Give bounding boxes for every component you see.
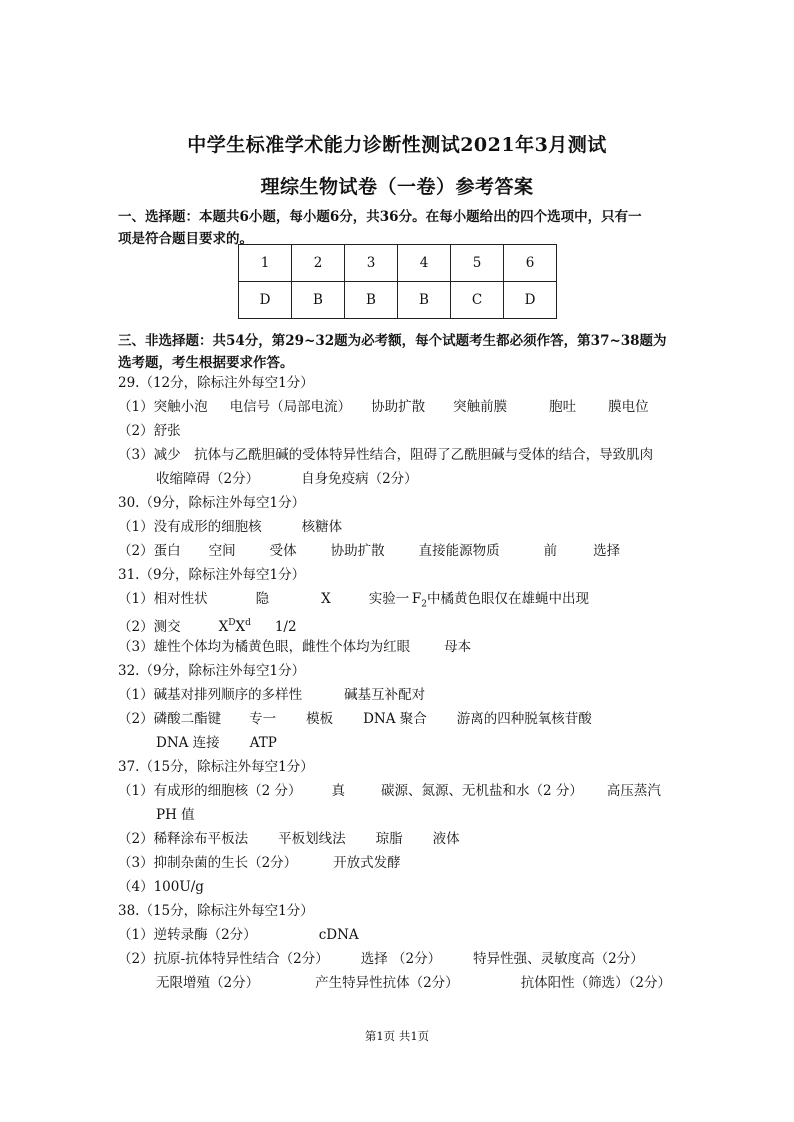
answer-text: 实验一 [368, 591, 410, 607]
answer-text: （1）相对性状 [118, 591, 208, 607]
q29-line3: （3）减少 抗体与乙酰胆碱的受体特异性结合，阻碍了乙酰胆碱与受体的结合，导致肌肉 [118, 447, 654, 463]
page-title: 中学生标准学术能力诊断性测试2021年3月测试 [187, 134, 607, 156]
answer-text: DNA 聚合 [363, 711, 427, 727]
answer-text: 1/2 [274, 618, 297, 635]
answer-text: 胞吐 [549, 399, 577, 415]
answer-text: 突触前膜 [453, 399, 508, 415]
answer-text: 碳源、氮源、无机盐和水（2 分） [380, 783, 583, 799]
table-cell: D [239, 282, 292, 319]
q31-heading: 31.（9分，除标注外每空1分） [118, 567, 306, 583]
q30-line2 [118, 542, 620, 560]
q38-line1 [118, 926, 359, 944]
answer-text: 自身免疫病（2分） [301, 471, 418, 487]
q32-line3 [156, 734, 277, 752]
answer-text: 空间 [208, 543, 236, 559]
table-row-numbers [239, 245, 557, 282]
q30-line1 [118, 518, 342, 536]
q30-heading: 30.（9分，除标注外每空1分） [118, 495, 306, 511]
answer-text: DNA 连接 [156, 735, 220, 751]
superscript-text: d [245, 618, 251, 628]
answer-text: 碱基互补配对 [344, 687, 426, 703]
q37-line4: （4）100U/g [118, 879, 204, 895]
table-cell: 6 [504, 245, 557, 282]
answer-text: 专一 [249, 711, 277, 727]
answer-text: 真 [331, 783, 345, 799]
table-cell: D [504, 282, 557, 319]
answer-text: 隐 [255, 591, 270, 607]
table-cell: 5 [451, 245, 504, 282]
table-row-answers [239, 282, 557, 319]
answer-text: （2）蛋白 [118, 543, 181, 559]
q31-line3 [118, 638, 471, 656]
answer-text: 高压蒸汽 [606, 783, 661, 799]
answer-text: 受体 [269, 543, 297, 559]
q29-heading: 29.（12分，除标注外每空1分） [118, 375, 314, 391]
answer-text: 协助扩散 [330, 543, 385, 559]
answer-text: 核糖体 [301, 519, 343, 535]
page-subtitle: 理综生物试卷（一卷）参考答案 [260, 176, 534, 198]
q29-line2: （2）舒张 [118, 423, 181, 439]
q31-line1 [118, 590, 589, 614]
answer-text: 选择 [593, 543, 621, 559]
answer-text: （3）雄性个体均为橘黄色眼，雌性个体均为红眼 [118, 639, 411, 655]
answer-text: 收缩障碍（2分） [156, 471, 260, 487]
answer-text: （1）碱基对排列顺序的多样性 [118, 687, 303, 703]
table-cell: 1 [239, 245, 292, 282]
answer-text: 液体 [432, 831, 460, 847]
q31-line2 [118, 614, 297, 636]
q37-line3 [118, 854, 401, 872]
q37-heading: 37.（15分，除标注外每空1分） [118, 759, 314, 775]
q38-line3 [156, 974, 671, 992]
answer-text: 选择 （2分） [360, 951, 442, 967]
table-cell: B [292, 282, 345, 319]
answer-text: 母本 [444, 639, 472, 655]
q29-line1 [118, 398, 649, 416]
table-cell: 3 [345, 245, 398, 282]
superscript-text: D [228, 618, 236, 628]
answer-text: （1）逆转录酶（2分） [118, 927, 257, 943]
answer-text: X [235, 618, 246, 635]
answer-text: （2）稀释涂布平板法 [118, 831, 249, 847]
answer-text: （1）有成形的细胞核（2 分） [118, 783, 302, 799]
answer-text: cDNA [318, 927, 359, 943]
answer-text: （3）抑制杂菌的生长（2分） [118, 855, 298, 871]
answer-text: （2）抗原-抗体特异性结合（2分） [118, 951, 329, 967]
answer-text: 琼脂 [375, 831, 403, 847]
table-cell: B [345, 282, 398, 319]
table-cell: 2 [292, 245, 345, 282]
answer-text: 游离的四种脱氧核苷酸 [456, 711, 592, 727]
q37-line2 [118, 830, 460, 848]
answer-text: 模板 [306, 711, 334, 727]
q32-heading: 32.（9分，除标注外每空1分） [118, 663, 306, 679]
answer-text: （1）突触小泡 [118, 399, 208, 415]
answer-text: （2）磷酸二酯键 [118, 711, 222, 727]
answer-table [238, 244, 557, 319]
answer-text: 产生特异性抗体（2分） [315, 975, 459, 991]
answer-text: 协助扩散 [371, 399, 426, 415]
answer-text: 开放式发酵 [333, 855, 401, 871]
answer-text: 特异性强、灵敏度高（2分） [473, 951, 644, 967]
answer-text: 膜电位 [608, 399, 649, 415]
answer-text: 前 [543, 543, 558, 559]
answer-text: X [321, 591, 331, 607]
q29-line4 [156, 470, 418, 488]
answer-text: 无限增殖（2分） [156, 975, 260, 991]
section1-heading: 一、选择题：本题共6小题，每小题6分，共36分。在每小题给出的四个选项中，只有一 项是符合题目要求的。 [118, 209, 642, 247]
answer-text: （1）没有成形的细胞核 [118, 519, 262, 535]
table-cell: C [451, 282, 504, 319]
answer-text: 中橘黄色眼仅在雄蝇中出现 [427, 591, 590, 607]
answer-text: F [411, 591, 422, 607]
answer-text: 抗体阳性（筛选）（2分） [520, 975, 672, 991]
answer-text: 电信号（局部电流） [229, 399, 352, 415]
subscript-text: 2 [421, 599, 428, 610]
table-cell: 4 [398, 245, 451, 282]
q37-line1 [118, 782, 661, 800]
answer-text: （2）测交 [118, 618, 181, 635]
page-footer: 第1页 共1页 [364, 1029, 430, 1043]
answer-text: 平板划线法 [278, 831, 346, 847]
table-cell: B [398, 282, 451, 319]
answer-text: X [218, 618, 229, 635]
answer-text: ATP [249, 735, 277, 751]
q38-heading: 38.（15分，除标注外每空1分） [118, 903, 314, 919]
q32-line2 [118, 710, 592, 728]
q37-line1b: PH 值 [156, 807, 195, 823]
q38-line2 [118, 950, 644, 968]
section3-heading: 三、非选择题：共54分，第29~32题为必考额，每个试题考生都必须作答，第37~38题为 选考题，考生根据要求作答。 [118, 333, 667, 371]
answer-text: 直接能源物质 [418, 543, 500, 559]
q32-line1 [118, 686, 425, 704]
